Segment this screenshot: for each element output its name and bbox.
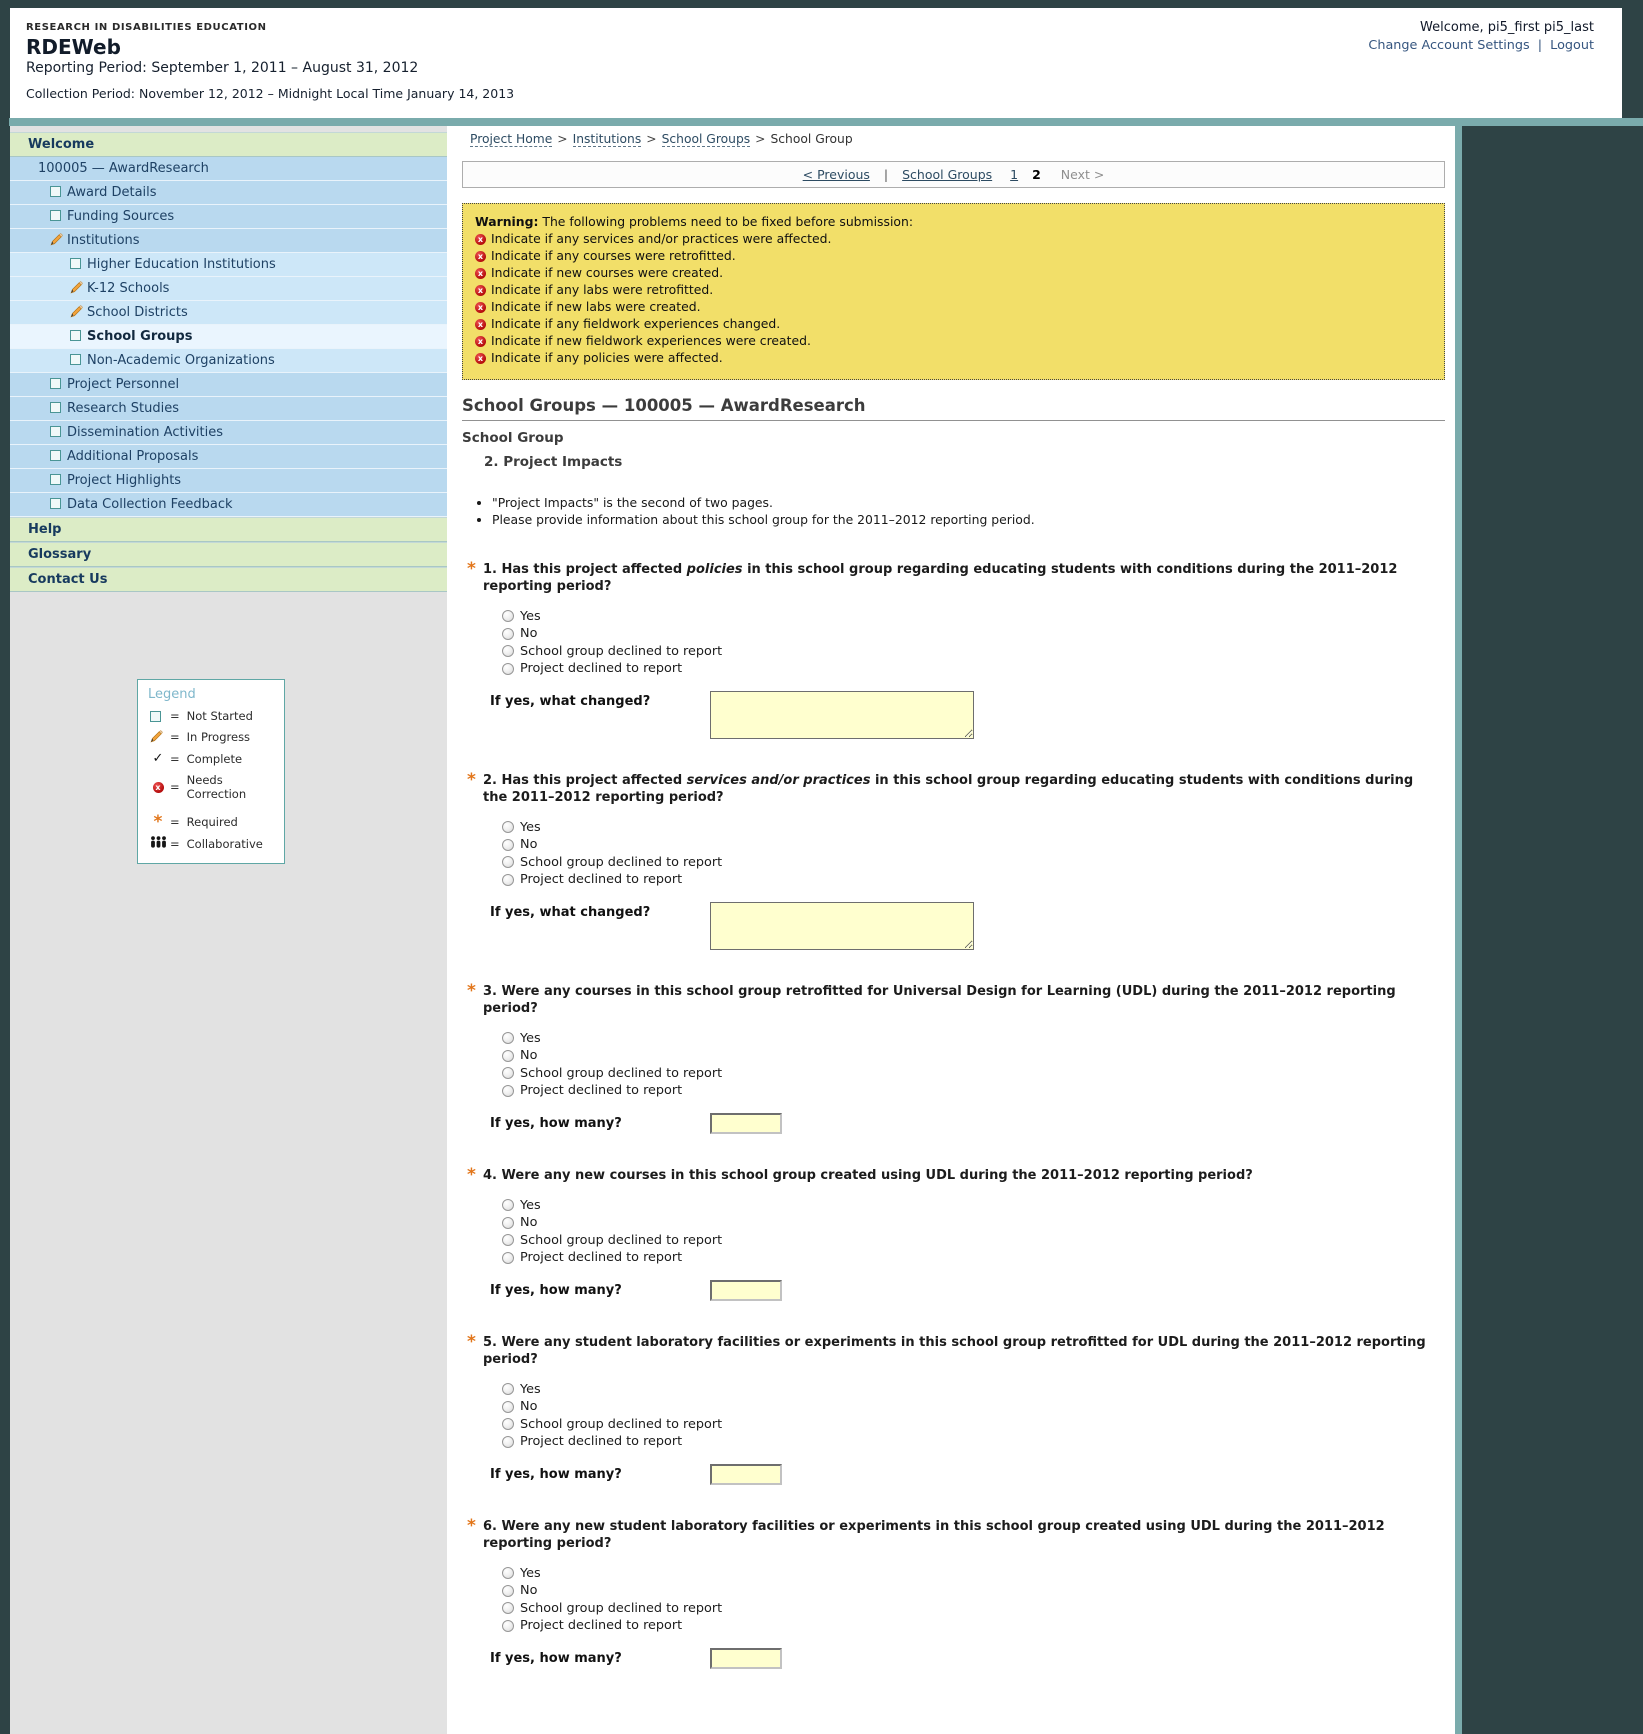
in-progress-pencil-icon: [70, 281, 87, 296]
question-3-options: [502, 1030, 1445, 1100]
q5-option-project-declined-to-report[interactable]: [502, 1433, 1445, 1451]
q1-what-changed-textarea[interactable]: [710, 691, 974, 739]
needs-correction-icon: x: [475, 353, 486, 364]
not-started-checkbox-icon: [50, 450, 61, 461]
q4-option-school-group-declined-to-report[interactable]: [502, 1232, 1445, 1250]
q2-option-school-group-declined-to-report[interactable]: [502, 854, 1445, 872]
required-asterisk-icon: *: [467, 980, 476, 1001]
breadcrumb-separator: >: [755, 132, 766, 146]
radio-label: No: [520, 1215, 538, 1231]
legend-rows: [148, 709, 274, 851]
radio-label: Yes: [520, 819, 541, 835]
q3-radio-school-group-declined-to-report[interactable]: [502, 1067, 514, 1079]
q6-option-no[interactable]: [502, 1582, 1445, 1600]
legend-icon-cell: [148, 730, 168, 744]
sidebar-item-research-studies[interactable]: [10, 397, 447, 421]
legend-row-needs-correction: [148, 773, 274, 801]
q6-radio-yes[interactable]: [502, 1567, 514, 1579]
q4-radio-yes[interactable]: [502, 1199, 514, 1211]
required-asterisk-icon: *: [467, 1331, 476, 1352]
question-6-label: [462, 1515, 1441, 1552]
not-started-checkbox-icon: [50, 426, 61, 437]
main-panel: [447, 126, 1462, 1734]
radio-label: Project declined to report: [520, 1434, 683, 1450]
legend-equals: =: [170, 709, 180, 723]
question-4-label: [462, 1164, 1441, 1185]
change-account-settings-link[interactable]: Change Account Settings: [1368, 38, 1530, 53]
divider-bar: [9, 118, 1643, 126]
note-item: • Please provide information about this school group for the 2011–2012 reporting period.: [492, 511, 1445, 528]
followup-label: If yes, what changed?: [490, 693, 651, 709]
question-3-followup: [462, 1113, 1445, 1134]
link-separator: |: [1537, 38, 1543, 53]
radio-label: Project declined to report: [520, 661, 683, 677]
warning-item-text: Indicate if new fieldwork experiences were created.: [491, 333, 811, 348]
radio-label: No: [520, 1048, 538, 1064]
legend-equals: =: [170, 815, 180, 829]
q4-option-project-declined-to-report[interactable]: [502, 1249, 1445, 1267]
q6-option-school-group-declined-to-report[interactable]: [502, 1600, 1445, 1618]
legend-label: In Progress: [186, 730, 251, 744]
q5-option-school-group-declined-to-report[interactable]: [502, 1416, 1445, 1434]
warning-header: [475, 214, 1432, 231]
radio-label: School group declined to report: [520, 1416, 723, 1432]
section-title: 2. Project Impacts: [484, 453, 623, 470]
radio-label: Project declined to report: [520, 872, 683, 888]
sidebar-item-glossary[interactable]: [10, 542, 447, 567]
welcome-user: Welcome, pi5_first pi5_last: [1420, 20, 1594, 35]
needs-correction-icon: x: [475, 336, 486, 347]
q1-option-no[interactable]: [502, 625, 1445, 643]
sidebar-item-label: School Districts: [87, 305, 188, 320]
sidebar-item-school-groups[interactable]: [10, 325, 447, 349]
in-progress-pencil-icon: [70, 305, 87, 320]
q2-option-yes[interactable]: [502, 819, 1445, 837]
q5-radio-yes[interactable]: [502, 1383, 514, 1395]
question-text: in this school group regarding educating students with conditions during the 2011–2012 reporting period?: [483, 772, 1414, 805]
question-1-options: [502, 608, 1445, 678]
legend-row-not-started: [148, 709, 274, 723]
breadcrumb-current: School Group: [770, 132, 853, 146]
not-started-checkbox-icon: [50, 378, 61, 389]
legend-label: Collaborative: [186, 836, 263, 851]
q6-radio-project-declined-to-report[interactable]: [502, 1620, 514, 1632]
radio-label: School group declined to report: [520, 1600, 723, 1616]
needs-correction-icon: x: [475, 268, 486, 279]
sidebar-item-label: Project Personnel: [67, 377, 180, 392]
radio-label: No: [520, 837, 538, 853]
q3-how-many-input[interactable]: [710, 1113, 782, 1134]
radio-label: No: [520, 626, 538, 642]
q4-radio-school-group-declined-to-report[interactable]: [502, 1234, 514, 1246]
breadcrumb-link-school-groups[interactable]: School Groups: [661, 132, 751, 146]
note-item: • "Project Impacts" is the second of two pages.: [492, 494, 1445, 511]
not-started-checkbox-icon: [50, 474, 61, 485]
question-5-block: [462, 1331, 1445, 1485]
legend-row-complete: [148, 751, 274, 766]
sidebar-item-dissemination-activities[interactable]: [10, 421, 447, 445]
radio-label: School group declined to report: [520, 1065, 723, 1081]
warning-items: [475, 231, 1432, 367]
q2-what-changed-textarea[interactable]: [710, 902, 974, 950]
question-2-options: [502, 819, 1445, 889]
required-asterisk-icon: *: [467, 769, 476, 790]
sidebar-item-project-highlights[interactable]: [10, 469, 447, 493]
org-title: RESEARCH IN DISABILITIES EDUCATION: [26, 22, 267, 33]
sidebar-item-label: 100005 — AwardResearch: [38, 161, 209, 176]
not-started-checkbox-icon: [50, 210, 61, 221]
radio-label: Yes: [520, 1197, 541, 1213]
q3-radio-yes[interactable]: [502, 1032, 514, 1044]
radio-label: No: [520, 1399, 538, 1415]
warning-item: [475, 265, 1432, 282]
sidebar-item-project-personnel[interactable]: [10, 373, 447, 397]
q6-how-many-input[interactable]: [710, 1648, 782, 1669]
sidebar: [10, 126, 447, 1734]
sidebar-item-label: Award Details: [67, 185, 157, 200]
sidebar-item-label: Non-Academic Organizations: [87, 353, 275, 368]
question-6-options: [502, 1565, 1445, 1635]
sidebar-item-contact-us[interactable]: [10, 567, 447, 592]
sidebar-item-data-collection-feedback[interactable]: [10, 493, 447, 517]
pagination: [462, 161, 1445, 188]
not-started-checkbox-icon: [50, 186, 61, 197]
q5-radio-project-declined-to-report[interactable]: [502, 1436, 514, 1448]
sidebar-item-label: Institutions: [67, 233, 140, 248]
sidebar-item-additional-proposals[interactable]: [10, 445, 447, 469]
question-4-options: [502, 1197, 1445, 1267]
needs-correction-icon: x: [475, 319, 486, 330]
breadcrumb-link-project-home[interactable]: Project Home: [470, 132, 553, 146]
legend-equals: =: [170, 751, 180, 766]
warning-item: [475, 333, 1432, 350]
radio-label: School group declined to report: [520, 643, 723, 659]
warning-item-text: Indicate if any services and/or practices were affected.: [491, 231, 832, 246]
page-title: School Groups — 100005 — AwardResearch: [462, 396, 1445, 421]
q5-radio-no[interactable]: [502, 1401, 514, 1413]
not-started-checkbox-icon: [150, 711, 161, 722]
needs-correction-icon: x: [153, 782, 164, 793]
sidebar-item-help[interactable]: [10, 517, 447, 542]
legend-box: [137, 679, 285, 864]
required-asterisk-icon: *: [467, 1515, 476, 1536]
not-started-checkbox-icon: [70, 354, 81, 365]
question-text: 6. Were any new student laboratory facilities or experiments in this school group created using UDL during the 2011–2012 reporting period?: [483, 1518, 1385, 1551]
radio-label: No: [520, 1583, 538, 1599]
complete-check-icon: ✓: [152, 751, 164, 766]
question-5-options: [502, 1381, 1445, 1451]
question-emphasis: services and/or practices: [686, 772, 871, 788]
sidebar-item-funding-sources[interactable]: [10, 205, 447, 229]
radio-label: Project declined to report: [520, 1618, 683, 1634]
legend-row-collaborative: [148, 836, 274, 851]
question-1-block: [462, 558, 1445, 739]
warning-box: [462, 203, 1445, 380]
content-row: [10, 126, 1643, 1734]
radio-label: Yes: [520, 1565, 541, 1581]
next-link-disabled: Next >: [1060, 167, 1105, 182]
account-area: [1368, 20, 1594, 53]
legend-label: Complete: [186, 751, 243, 766]
warning-item-text: Indicate if new courses were created.: [491, 265, 724, 280]
radio-label: Project declined to report: [520, 1083, 683, 1099]
question-1-followup: [462, 691, 1445, 739]
q5-how-many-input[interactable]: [710, 1464, 782, 1485]
legend-icon-cell: [148, 751, 168, 766]
followup-label: If yes, what changed?: [490, 904, 651, 920]
question-3-label: [462, 980, 1441, 1017]
warning-item-text: Indicate if new labs were created.: [491, 299, 701, 314]
school-groups-link[interactable]: School Groups: [902, 167, 993, 182]
sidebar-item-label: Funding Sources: [67, 209, 175, 224]
sidebar-item-100005-awardresearch[interactable]: [10, 157, 447, 181]
question-text: 1. Has this project affected: [483, 561, 687, 577]
radio-label: School group declined to report: [520, 1232, 723, 1248]
logout-link[interactable]: Logout: [1550, 38, 1594, 53]
sidebar-item-welcome[interactable]: [10, 132, 447, 157]
warning-intro: The following problems need to be fixed before submission:: [542, 214, 914, 229]
followup-label: If yes, how many?: [490, 1115, 622, 1131]
q3-radio-no[interactable]: [502, 1050, 514, 1062]
question-5-label: [462, 1331, 1441, 1368]
q3-option-project-declined-to-report[interactable]: [502, 1082, 1445, 1100]
breadcrumb: [470, 132, 1445, 146]
sidebar-item-award-details[interactable]: [10, 181, 447, 205]
subsection-title: School Group: [462, 429, 564, 446]
warning-item: [475, 299, 1432, 316]
sidebar-item-institutions[interactable]: [10, 229, 447, 253]
q3-option-school-group-declined-to-report[interactable]: [502, 1065, 1445, 1083]
sidebar-item-label: Project Highlights: [67, 473, 182, 488]
warning-item: [475, 350, 1432, 367]
question-6-block: [462, 1515, 1445, 1669]
legend-equals: =: [170, 730, 180, 744]
legend-label: Required: [186, 815, 238, 829]
legend-equals: =: [170, 780, 180, 794]
sidebar-item-label: Welcome: [28, 137, 95, 152]
q4-radio-no[interactable]: [502, 1217, 514, 1229]
q4-radio-project-declined-to-report[interactable]: [502, 1252, 514, 1264]
q2-radio-no[interactable]: [502, 839, 514, 851]
followup-label: If yes, how many?: [490, 1466, 622, 1482]
reporting-period: Reporting Period: September 1, 2011 – August 31, 2012: [26, 60, 419, 76]
q1-option-yes[interactable]: [502, 608, 1445, 626]
needs-correction-icon: x: [475, 285, 486, 296]
question-2-block: [462, 769, 1445, 950]
legend-row-in-progress: [148, 730, 274, 744]
question-text: in this school group regarding educating students with conditions during the 2011–2012 reporting period?: [483, 561, 1398, 594]
followup-label: If yes, how many?: [490, 1650, 622, 1666]
q4-option-yes[interactable]: [502, 1197, 1445, 1215]
sidebar-item-label: Additional Proposals: [67, 449, 199, 464]
page-1-link[interactable]: 1: [1010, 167, 1019, 182]
in-progress-pencil-icon: [50, 233, 67, 248]
q6-radio-school-group-declined-to-report[interactable]: [502, 1602, 514, 1614]
question-3-block: [462, 980, 1445, 1134]
followup-label: If yes, how many?: [490, 1282, 622, 1298]
legend-label: Not Started: [186, 709, 253, 723]
q2-option-project-declined-to-report[interactable]: [502, 871, 1445, 889]
required-asterisk-icon: *: [467, 558, 476, 579]
sidebar-item-label: Higher Education Institutions: [87, 257, 276, 272]
warning-item-text: Indicate if any policies were affected.: [491, 350, 723, 365]
questions: [462, 558, 1445, 1669]
previous-link[interactable]: < Previous: [802, 167, 870, 182]
question-text: 5. Were any student laboratory facilities or experiments in this school group retrofitted for UDL during the 2011–2012 reporting period?: [483, 1334, 1426, 1367]
question-2-followup: [462, 902, 1445, 950]
legend-icon-cell: [148, 836, 168, 851]
not-started-checkbox-icon: [70, 330, 81, 341]
collaborative-people-icon: [150, 836, 167, 851]
q6-radio-no[interactable]: [502, 1585, 514, 1597]
question-4-block: [462, 1164, 1445, 1301]
radio-label: Yes: [520, 1030, 541, 1046]
breadcrumb-separator: >: [646, 132, 657, 146]
radio-label: Project declined to report: [520, 1250, 683, 1266]
q3-option-yes[interactable]: [502, 1030, 1445, 1048]
question-6-followup: [462, 1648, 1445, 1669]
warning-item-text: Indicate if any fieldwork experiences changed.: [491, 316, 781, 331]
question-2-label: [462, 769, 1441, 806]
q2-radio-project-declined-to-report[interactable]: [502, 874, 514, 886]
sidebar-item-higher-education-institutions[interactable]: [10, 253, 447, 277]
legend-row-required: [148, 812, 274, 832]
question-emphasis: policies: [686, 561, 743, 577]
pagination-separator: |: [883, 167, 889, 182]
q1-option-project-declined-to-report[interactable]: [502, 660, 1445, 678]
sidebar-item-label: Data Collection Feedback: [67, 497, 233, 512]
q6-option-project-declined-to-report[interactable]: [502, 1617, 1445, 1635]
sidebar-item-label: Research Studies: [67, 401, 179, 416]
sidebar-item-non-academic-organizations[interactable]: [10, 349, 447, 373]
legend-equals: =: [170, 836, 180, 851]
not-started-checkbox-icon: [70, 258, 81, 269]
q2-radio-yes[interactable]: [502, 821, 514, 833]
collection-period: Collection Period: November 12, 2012 – Midnight Local Time January 14, 2013: [26, 86, 515, 101]
q6-option-yes[interactable]: [502, 1565, 1445, 1583]
warning-item: [475, 316, 1432, 333]
page-2-current: 2: [1032, 167, 1041, 182]
sidebar-item-label: Dissemination Activities: [67, 425, 223, 440]
legend-label: Needs Correction: [186, 773, 247, 801]
not-started-checkbox-icon: [50, 498, 61, 509]
sidebar-item-label: K-12 Schools: [87, 281, 170, 296]
question-text: 3. Were any courses in this school group retrofitted for Universal Design for Learning (UDL) during the 2011–2012 reporting period?: [483, 983, 1396, 1016]
q3-radio-project-declined-to-report[interactable]: [502, 1085, 514, 1097]
q5-radio-school-group-declined-to-report[interactable]: [502, 1418, 514, 1430]
q1-radio-yes[interactable]: [502, 610, 514, 622]
breadcrumb-separator: >: [557, 132, 568, 146]
not-started-checkbox-icon: [50, 402, 61, 413]
question-1-label: [462, 558, 1441, 595]
legend-icon-cell: [148, 782, 168, 793]
warning-label: Warning:: [475, 214, 539, 229]
question-4-followup: [462, 1280, 1445, 1301]
q2-option-no[interactable]: [502, 836, 1445, 854]
in-progress-pencil-icon: [150, 730, 167, 744]
legend-title: Legend: [148, 687, 196, 702]
required-asterisk-icon: *: [467, 1164, 476, 1185]
q1-radio-school-group-declined-to-report[interactable]: [502, 645, 514, 657]
sidebar-item-label: School Groups: [87, 329, 193, 344]
q4-how-many-input[interactable]: [710, 1280, 782, 1301]
q2-radio-school-group-declined-to-report[interactable]: [502, 856, 514, 868]
needs-correction-icon: x: [475, 302, 486, 313]
radio-label: School group declined to report: [520, 854, 723, 870]
sidebar-item-label: Glossary: [28, 547, 92, 562]
radio-label: Yes: [520, 608, 541, 624]
q1-radio-no[interactable]: [502, 628, 514, 640]
notes-list: [476, 494, 1445, 528]
needs-correction-icon: x: [475, 234, 486, 245]
legend-icon-cell: [148, 711, 168, 722]
needs-correction-icon: x: [475, 251, 486, 262]
question-5-followup: [462, 1464, 1445, 1485]
warning-item-text: Indicate if any labs were retrofitted.: [491, 282, 714, 297]
question-text: 4. Were any new courses in this school group created using UDL during the 2011–2012 reporting period?: [483, 1167, 1253, 1183]
header: [10, 8, 1622, 118]
sidebar-item-k-12-schools[interactable]: [10, 277, 447, 301]
app-title: RDEWeb: [26, 35, 121, 59]
q1-radio-project-declined-to-report[interactable]: [502, 663, 514, 675]
question-text: 2. Has this project affected: [483, 772, 687, 788]
breadcrumb-link-institutions[interactable]: Institutions: [572, 132, 642, 146]
sidebar-item-label: Contact Us: [28, 572, 108, 587]
q5-option-yes[interactable]: [502, 1381, 1445, 1399]
required-asterisk-icon: *: [153, 812, 163, 832]
legend-icon-cell: [148, 812, 168, 832]
warning-item: [475, 231, 1432, 248]
sidebar-item-school-districts[interactable]: [10, 301, 447, 325]
q4-option-no[interactable]: [502, 1214, 1445, 1232]
radio-label: Yes: [520, 1381, 541, 1397]
q3-option-no[interactable]: [502, 1047, 1445, 1065]
warning-item: [475, 248, 1432, 265]
warning-item-text: Indicate if any courses were retrofitted.: [491, 248, 736, 263]
q5-option-no[interactable]: [502, 1398, 1445, 1416]
page: [0, 8, 1643, 1734]
q1-option-school-group-declined-to-report[interactable]: [502, 643, 1445, 661]
warning-item: [475, 282, 1432, 299]
sidebar-item-label: Help: [28, 522, 62, 537]
sidebar-nav: [10, 132, 447, 592]
